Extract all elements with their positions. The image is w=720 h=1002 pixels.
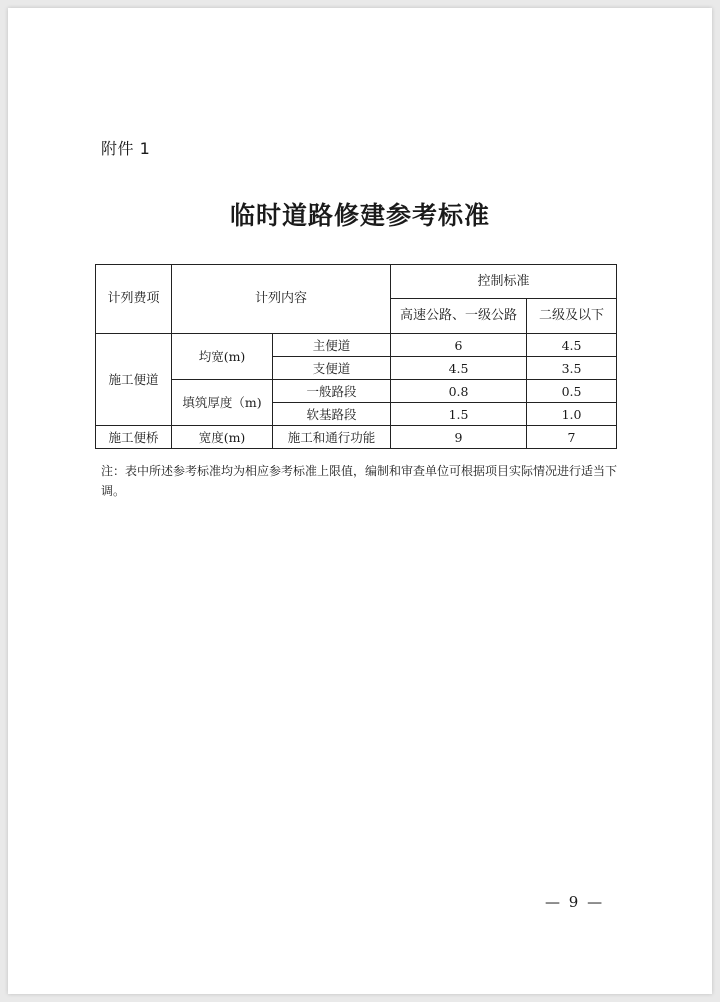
soft-section-low: 1.0 bbox=[527, 403, 617, 426]
table-row bbox=[96, 334, 617, 357]
road-group-label: 施工便道 bbox=[96, 334, 172, 426]
page-number: — 9 — bbox=[545, 893, 605, 911]
bridge-low: 7 bbox=[527, 426, 617, 449]
branch-road-high: 4.5 bbox=[391, 357, 527, 380]
width-label: 均宽(m) bbox=[172, 334, 273, 380]
soft-section-label: 软基路段 bbox=[273, 403, 391, 426]
header-cost-item: 计列费项 bbox=[96, 265, 172, 334]
general-section-label: 一般路段 bbox=[273, 380, 391, 403]
bridge-cost-item: 施工便桥 bbox=[96, 426, 172, 449]
document-title: 临时道路修建参考标准 bbox=[229, 201, 490, 230]
main-road-label: 主便道 bbox=[273, 334, 391, 357]
branch-road-low: 3.5 bbox=[527, 357, 617, 380]
general-section-low: 0.5 bbox=[527, 380, 617, 403]
bridge-function: 施工和通行功能 bbox=[273, 426, 391, 449]
header-grade-high: 高速公路、一级公路 bbox=[391, 299, 527, 334]
main-road-high: 6 bbox=[391, 334, 527, 357]
branch-road-label: 支便道 bbox=[273, 357, 391, 380]
soft-section-high: 1.5 bbox=[391, 403, 527, 426]
table-header-row bbox=[96, 265, 617, 299]
table-row bbox=[96, 426, 617, 449]
header-control-standard: 控制标准 bbox=[391, 265, 617, 299]
main-road-low: 4.5 bbox=[527, 334, 617, 357]
standards-table bbox=[95, 264, 617, 449]
header-content: 计列内容 bbox=[172, 265, 391, 334]
fill-thickness-label: 填筑厚度（m) bbox=[172, 380, 273, 426]
attachment-label: 附件 1 bbox=[101, 139, 151, 158]
general-section-high: 0.8 bbox=[391, 380, 527, 403]
bridge-width-label: 宽度(m) bbox=[172, 426, 273, 449]
table-note: 注：表中所述参考标准均为相应参考标准上限值，编制和审查单位可根据项目实际情况进行适当下调。 bbox=[101, 464, 618, 498]
table-row bbox=[96, 380, 617, 403]
bridge-high: 9 bbox=[391, 426, 527, 449]
header-grade-low: 二级及以下 bbox=[527, 299, 617, 334]
